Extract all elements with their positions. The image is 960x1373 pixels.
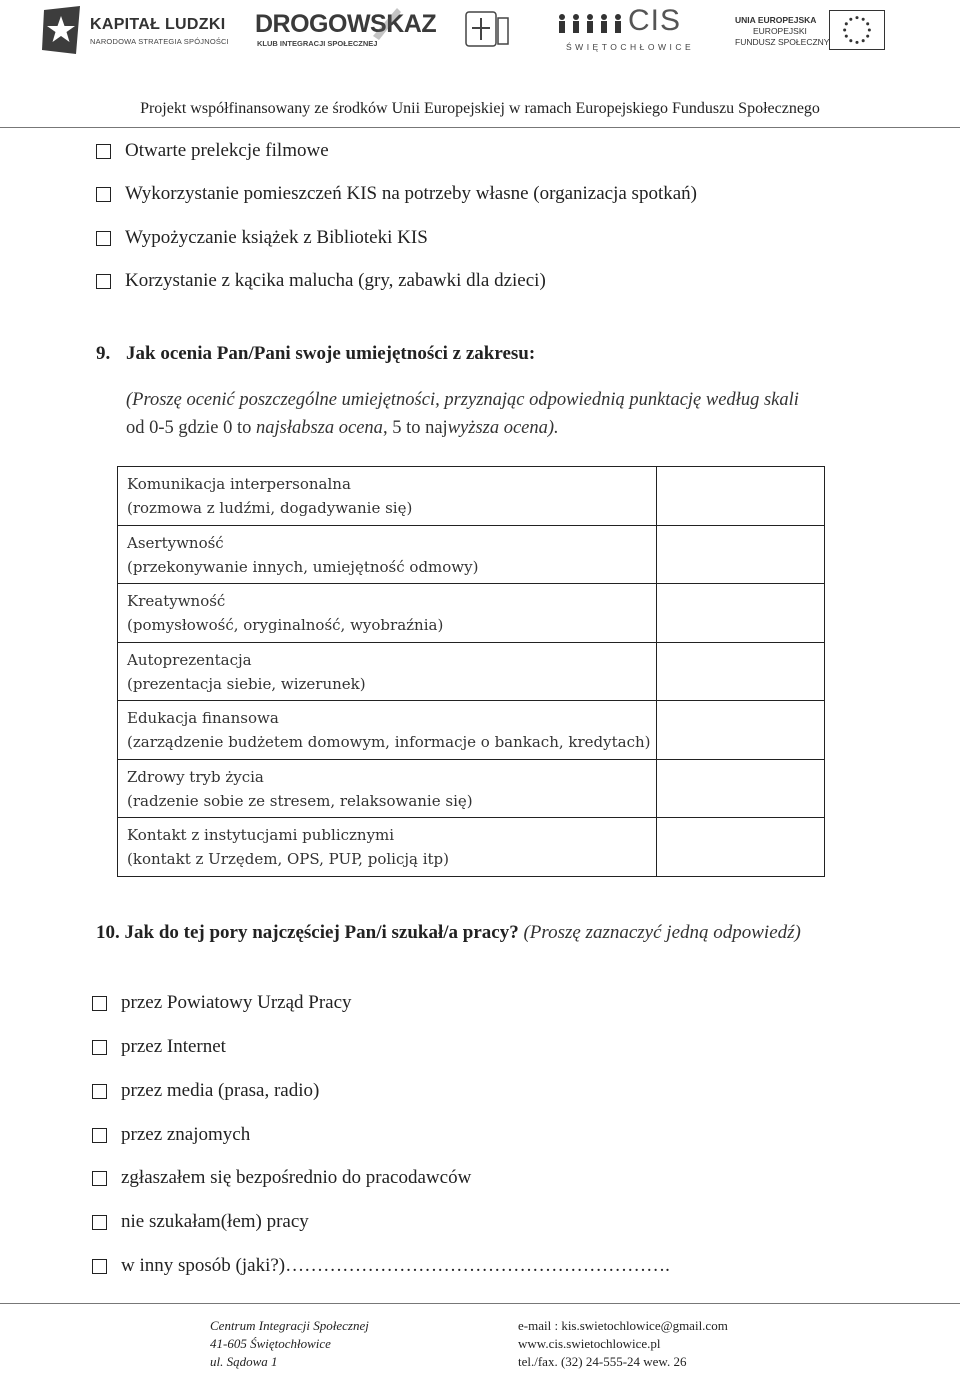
question-10	[96, 922, 801, 944]
skill-label-cell	[118, 701, 657, 760]
skill-row	[118, 642, 825, 701]
checkbox[interactable]	[96, 144, 111, 159]
eu-star	[845, 22, 848, 25]
footer-contact	[518, 1317, 728, 1371]
instruction-line-1: (Proszę ocenić poszczególne umiejętności, przyznając odpowiednią punktację według skali	[126, 390, 799, 410]
checkbox-label: przez media (prasa, radio)	[121, 1080, 320, 1101]
checkbox-label: Otwarte prelekcje filmowe	[125, 140, 329, 161]
skill-description: (kontakt z Urzędem, OPS, PUP, policją itp)	[127, 850, 449, 868]
eu-star	[855, 41, 858, 44]
eu-line-1: UNIA EUROPEJSKA	[735, 15, 817, 25]
skill-score-cell[interactable]	[657, 818, 825, 877]
eu-star	[868, 28, 871, 31]
eu-star	[866, 22, 869, 25]
checkbox-label: w inny sposób (jaki?)…………………………………………………….	[121, 1255, 670, 1276]
skill-description: (przekonywanie innych, umiejętność odmowy)	[127, 557, 479, 576]
eu-star	[862, 18, 865, 21]
star-icon	[40, 4, 82, 56]
checkbox-label: przez znajomych	[121, 1124, 251, 1145]
city-crest-icon	[460, 10, 510, 50]
skill-row	[118, 525, 825, 584]
people-icon	[556, 12, 626, 36]
footer-street: ul. Sądowa 1	[210, 1354, 278, 1369]
skill-label-cell	[118, 584, 657, 643]
cis-subtitle: ŚWIĘTOCHŁOWICE	[566, 42, 695, 52]
eu-star	[843, 28, 846, 31]
eu-line-2: EUROPEJSKI	[753, 26, 807, 36]
skill-label-cell	[118, 525, 657, 584]
instruction-part: , 5 to naj	[382, 418, 448, 438]
checkbox[interactable]	[92, 996, 107, 1011]
question-9-instruction	[126, 386, 896, 442]
skill-score-cell[interactable]	[657, 584, 825, 643]
kapital-ludzki-subtitle: NARODOWA STRATEGIA SPÓJNOŚCI	[90, 37, 229, 46]
footer-www: www.cis.swietochlowice.pl	[518, 1336, 661, 1351]
checkbox[interactable]	[92, 1040, 107, 1055]
skill-label-cell	[118, 642, 657, 701]
eu-line-3: FUNDUSZ SPOŁECZNY	[735, 37, 830, 47]
checkbox-label: zgłaszałem się bezpośrednio do pracodawców	[121, 1167, 472, 1188]
checkbox[interactable]	[96, 231, 111, 246]
eu-star	[849, 39, 852, 42]
skill-row	[118, 759, 825, 818]
header-logos	[0, 0, 960, 62]
checkbox[interactable]	[92, 1171, 107, 1186]
checkbox-item[interactable]	[96, 140, 329, 162]
skill-score-cell[interactable]	[657, 701, 825, 760]
cis-title: CIS	[628, 4, 682, 37]
eu-logo	[735, 0, 925, 62]
skill-name: Zdrowy tryb życia	[127, 767, 264, 786]
skill-label-cell	[118, 759, 657, 818]
footer-tel: tel./fax. (32) 24-555-24 wew. 26	[518, 1354, 687, 1369]
checkbox-item[interactable]	[92, 1211, 309, 1233]
checkbox-item[interactable]	[92, 1080, 319, 1102]
checkbox[interactable]	[92, 1215, 107, 1230]
checkbox[interactable]	[92, 1259, 107, 1274]
checkbox-item[interactable]	[96, 183, 697, 205]
checkbox-label: Korzystanie z kącika malucha (gry, zabawki dla dzieci)	[125, 270, 546, 291]
instruction-part: wyższa ocena).	[447, 418, 559, 438]
skill-row	[118, 467, 825, 526]
footer-org: Centrum Integracji Społecznej	[210, 1318, 369, 1333]
checkbox-label: przez Internet	[121, 1036, 226, 1057]
checkbox-item[interactable]	[96, 227, 428, 249]
skill-description: (rozmowa z ludźmi, dogadywanie się)	[127, 499, 413, 517]
drogowskaz-title: DROGOWSKAZ	[255, 10, 437, 38]
skill-row	[118, 818, 825, 877]
skill-score-cell[interactable]	[657, 467, 825, 526]
skill-score-cell[interactable]	[657, 642, 825, 701]
skill-row	[118, 701, 825, 760]
skill-description: (radzenie sobie ze stresem, relaksowanie się)	[127, 791, 473, 810]
skill-name: Komunikacja interpersonalna	[127, 475, 351, 493]
question-9-number: 9.	[96, 343, 111, 364]
skill-label-cell	[118, 818, 657, 877]
checkbox-item[interactable]	[92, 1255, 670, 1277]
eu-star	[845, 35, 848, 38]
eu-star	[866, 35, 869, 38]
drogowskaz-subtitle: KLUB INTEGRACJI SPOŁECZNEJ	[257, 39, 378, 48]
checkbox[interactable]	[92, 1128, 107, 1143]
footer-address	[210, 1317, 369, 1371]
checkbox[interactable]	[92, 1084, 107, 1099]
skill-name: Kontakt z instytucjami publicznymi	[127, 826, 395, 844]
footer-divider	[0, 1303, 960, 1304]
skill-name: Kreatywność	[127, 592, 226, 610]
skill-name: Asertywność	[127, 533, 224, 552]
kapital-ludzki-logo	[40, 0, 240, 62]
checkbox-label: nie szukałam(łem) pracy	[121, 1211, 309, 1232]
skill-score-cell[interactable]	[657, 759, 825, 818]
eu-star	[862, 39, 865, 42]
skill-name: Edukacja finansowa	[127, 709, 279, 727]
checkbox[interactable]	[96, 187, 111, 202]
skill-description: (prezentacja siebie, wizerunek)	[127, 674, 366, 693]
checkbox-label: Wypożyczanie książek z Biblioteki KIS	[125, 227, 428, 248]
cis-logo	[556, 0, 695, 62]
skill-label-cell	[118, 467, 657, 526]
instruction-part: najsłabsza ocena	[256, 418, 383, 438]
eu-star	[855, 16, 858, 19]
question-9-title: Jak ocenia Pan/Pani swoje umiejętności z zakresu:	[126, 343, 536, 364]
checkbox-label: Wykorzystanie pomieszczeń KIS na potrzeby własne (organizacja spotkań)	[125, 183, 697, 204]
checkbox-label: przez Powiatowy Urząd Pracy	[121, 992, 352, 1013]
skill-score-cell[interactable]	[657, 525, 825, 584]
skill-description: (pomysłowość, oryginalność, wyobraźnia)	[127, 616, 444, 634]
skill-row	[118, 584, 825, 643]
kapital-ludzki-title: KAPITAŁ LUDZKI	[90, 16, 226, 33]
footer-city: 41-605 Świętochłowice	[210, 1336, 331, 1351]
checkbox-item[interactable]	[92, 1167, 471, 1189]
skill-description: (zarządzenie budżetem domowym, informacje o bankach, kredytach)	[127, 733, 651, 751]
header-divider	[0, 127, 960, 128]
eu-flag-icon	[829, 10, 885, 50]
checkbox-item[interactable]	[92, 1036, 226, 1058]
skills-rating-table	[117, 466, 825, 877]
project-cofinancing-line: Projekt współfinansowany ze środków Unii Europejskiej w ramach Europejskiego Funduszu Społecznego	[140, 100, 820, 117]
checkbox-item[interactable]	[92, 992, 352, 1014]
eu-star	[849, 18, 852, 21]
question-10-instruction: (Proszę zaznaczyć jedną odpowiedź)	[523, 922, 801, 943]
checkbox-item[interactable]	[92, 1124, 250, 1146]
footer-email: e-mail : kis.swietochlowice@gmail.com	[518, 1318, 728, 1333]
checkbox-item[interactable]	[96, 270, 546, 292]
signpost-icon	[367, 2, 407, 42]
question-10-title: 10. Jak do tej pory najczęściej Pan/i szukał/a pracy?	[96, 922, 519, 943]
instruction-part: od 0-5 gdzie 0 to	[126, 418, 256, 438]
skill-name: Autoprezentacja	[127, 650, 252, 669]
checkbox[interactable]	[96, 274, 111, 289]
drogowskaz-logo	[255, 0, 445, 62]
